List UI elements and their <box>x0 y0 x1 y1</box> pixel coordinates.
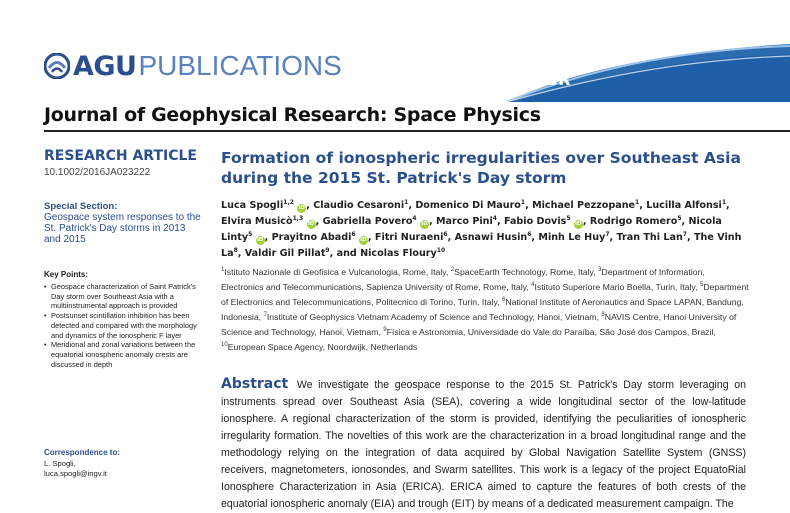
author-affiliation-marker: 6 <box>527 230 532 238</box>
correspondence-name: L. Spogli, <box>44 459 76 468</box>
affiliation-number: 10 <box>221 342 228 349</box>
author-name[interactable]: Prayitno Abadi <box>271 232 352 243</box>
author-name[interactable]: Rodrigo Romero <box>589 216 678 227</box>
author-affiliation-marker: 8 <box>233 246 238 254</box>
author-affiliation-marker: 1,3 <box>292 214 304 222</box>
author-separator: , <box>447 232 455 243</box>
author-name[interactable]: Marco Pini <box>435 216 493 227</box>
author-separator: , <box>681 216 689 227</box>
orcid-icon[interactable]: iD <box>360 237 367 243</box>
special-section-heading: Special Section: <box>44 201 118 212</box>
affiliation-number: 9 <box>383 327 387 334</box>
author-list <box>221 198 746 262</box>
agu-logo-text: AGU <box>73 50 137 82</box>
paper-title: Formation of ionospheric irregularities over Southeast Asia during the 2015 St. Patrick's Day storm <box>221 149 741 187</box>
affiliation-text: Institute of Geophysics Vietnam Academy of Science and Technology, Hanoi, Vietnam, <box>266 312 602 322</box>
author-separator: , <box>531 232 539 243</box>
author-separator: , <box>306 200 314 211</box>
article-type-label: RESEARCH ARTICLE <box>44 148 197 164</box>
author-affiliation-marker: 7 <box>605 230 610 238</box>
author-name[interactable]: Fabio Dovis <box>503 216 567 227</box>
author-affiliation-marker: 5 <box>566 214 571 222</box>
author-separator: , <box>726 200 730 211</box>
author-name[interactable]: The Vinh La <box>221 232 742 259</box>
affiliation-text: SpaceEarth Technology, Rome, Italy, <box>454 267 599 277</box>
affiliation-text: Istituto Superiore Mario Boella, Turin, Italy, <box>534 282 700 292</box>
affiliation-text: Istituto Nazionale di Geofisica e Vulcanologia, Rome, Italy, <box>224 267 451 277</box>
author-separator: , <box>315 216 323 227</box>
affiliation-number: 8 <box>601 312 605 319</box>
abstract-section <box>221 376 746 513</box>
author-affiliation-marker: 5 <box>677 214 682 222</box>
author-affiliation-marker: 1,2 <box>283 198 294 206</box>
affiliation-number: 5 <box>699 282 704 289</box>
author-affiliation-marker: 5 <box>248 230 253 238</box>
abstract-label: Abstract <box>221 376 289 392</box>
affiliation-number: 4 <box>531 282 535 289</box>
orcid-icon[interactable]: iD <box>421 221 428 227</box>
publications-logo-text: PUBLICATIONS <box>138 50 342 81</box>
author-separator: , <box>408 200 416 211</box>
author-name[interactable]: Minh Le Huy <box>538 232 606 243</box>
author-affiliation-marker: 1 <box>635 198 640 206</box>
author-name[interactable]: Michael Pezzopane <box>532 200 636 211</box>
agu-publications-logo <box>44 50 342 82</box>
journal-title: Journal of Geophysical Research: Space Physics <box>44 104 541 126</box>
abstract-text: We investigate the geospace response to the 2015 St. Patrick's Day storm leveraging on instruments spread over Southeast Asia (SEA), covering a wide longitudinal sector of the low-latitude ionosphere. A regional characterization of the storm is provided, identifying the peculiarities of ionospheric irregularity formation. The novelties of this work are the characterization in a broad longitudinal range and the methodology relying on the integration of data acquired by Global Navigation Satellite System (GNSS) receivers, magnetometers, ionosondes, and Swarm satellites. This work is a legacy of the project EquatoRial Ionosphere Characterization in Asia (ERICA). ERICA aimed to capture the features of both crests of the equatorial ionospheric anomaly (EIA) and trough (EIT) by means of a dedicated measurement campaign. The <box>221 379 746 510</box>
author-separator: , <box>428 216 436 227</box>
author-affiliation-marker: 7 <box>682 230 687 238</box>
affiliation-text: Department of Electronics and Telecommunications, Politecnico di Torino, Turin, Italy, <box>221 282 749 307</box>
author-separator: , <box>496 216 504 227</box>
affiliation-list <box>221 265 749 355</box>
affiliation-number: 1 <box>221 267 225 274</box>
jgr-badge: JGR <box>538 70 571 89</box>
author-name[interactable]: Elvira Musicò <box>221 216 293 227</box>
affiliation-text: NAVIS Centre, Hanoi University of Science and Technology, Hanoi, Vietnam, <box>221 312 737 337</box>
affiliation-number: 7 <box>263 312 267 319</box>
orcid-icon[interactable]: iD <box>298 205 305 211</box>
author-affiliation-marker: 9 <box>325 246 330 254</box>
author-affiliation-marker: 6 <box>351 230 356 238</box>
author-separator: , <box>367 232 375 243</box>
author-name[interactable]: Fitri Nuraeni <box>374 232 444 243</box>
author-name[interactable]: Nicolas Floury <box>360 248 437 259</box>
key-points-heading: Key Points: <box>44 270 89 279</box>
affiliation-text: Física e Astronomia, Universidade do Vale do Paraíba, São José dos Campos, Brazil, <box>386 327 716 337</box>
author-affiliation-marker: 1 <box>404 198 409 206</box>
author-affiliation-marker: 4 <box>412 214 417 222</box>
agu-logo-mark-icon <box>44 53 70 79</box>
orcid-icon[interactable]: iD <box>307 221 315 227</box>
author-name[interactable]: Claudio Cesaroni <box>313 200 405 211</box>
orcid-icon[interactable]: iD <box>256 237 264 243</box>
author-name[interactable]: Domenico Di Mauro <box>415 200 521 211</box>
author-separator: , <box>639 200 647 211</box>
author-name[interactable]: Asnawi Husin <box>454 232 528 243</box>
author-separator: , <box>582 216 590 227</box>
author-name[interactable]: Luca Spogli <box>221 200 284 211</box>
author-separator: , and <box>329 248 361 259</box>
key-points-list <box>44 282 200 369</box>
affiliation-number: 6 <box>502 297 506 304</box>
author-name[interactable]: Nicola Linty <box>221 216 722 243</box>
author-separator: , <box>686 232 694 243</box>
orcid-icon[interactable]: iD <box>575 221 582 227</box>
doi-text[interactable]: 10.1002/2016JA023222 <box>44 167 151 178</box>
affiliation-number: 2 <box>450 267 455 274</box>
author-separator: , <box>264 232 272 243</box>
author-separator: , <box>525 200 533 211</box>
affiliation-text: Department of Information, Electronics and Telecommunications, Sapienza University of Rome, Rome, Italy, <box>221 267 705 292</box>
author-affiliation-marker: 1 <box>520 198 526 206</box>
author-separator: , <box>609 232 617 243</box>
affiliation-text: European Space Agency, Noordwijk, Netherlands <box>227 342 418 352</box>
special-section-text[interactable]: Geospace system responses to the St. Patrick's Day storms in 2013 and 2015 <box>44 212 201 245</box>
author-affiliation-marker: 4 <box>492 214 497 222</box>
correspondence-email[interactable]: luca.spogli@ingv.it <box>44 469 107 478</box>
correspondence-heading: Correspondence to: <box>44 448 121 457</box>
key-point-item: • Geospace characterization of Saint Patrick's Day storm over Southeast Asia with a multiinstrumental approach is provided <box>44 282 200 311</box>
header-divider <box>44 130 790 132</box>
key-point-item: • Postsunset scintillation inhibition has been detected and compared with the morphology and dynamics of the ionospheric F layer <box>44 311 200 340</box>
author-name[interactable]: Lucilla Alfonsi <box>646 200 722 211</box>
author-affiliation-marker: 1 <box>721 198 727 206</box>
author-affiliation-marker: 6 <box>443 230 448 238</box>
author-name[interactable]: Gabriella Povero <box>322 216 413 227</box>
author-name[interactable]: Tran Thi Lan <box>616 232 683 243</box>
author-affiliation-marker: 10 <box>436 246 446 254</box>
correspondence-block <box>44 459 107 479</box>
affiliation-text: National Institute of Aeronautics and Space LAPAN, Bandung, Indonesia, <box>221 297 744 322</box>
author-separator: , <box>237 248 245 259</box>
key-point-item: • Meridional and zonal variations between the equatorial ionospheric anomaly crests are discussed in depth <box>44 340 200 369</box>
author-name[interactable]: Valdir Gil Pillat <box>244 248 326 259</box>
affiliation-number: 3 <box>598 267 602 274</box>
